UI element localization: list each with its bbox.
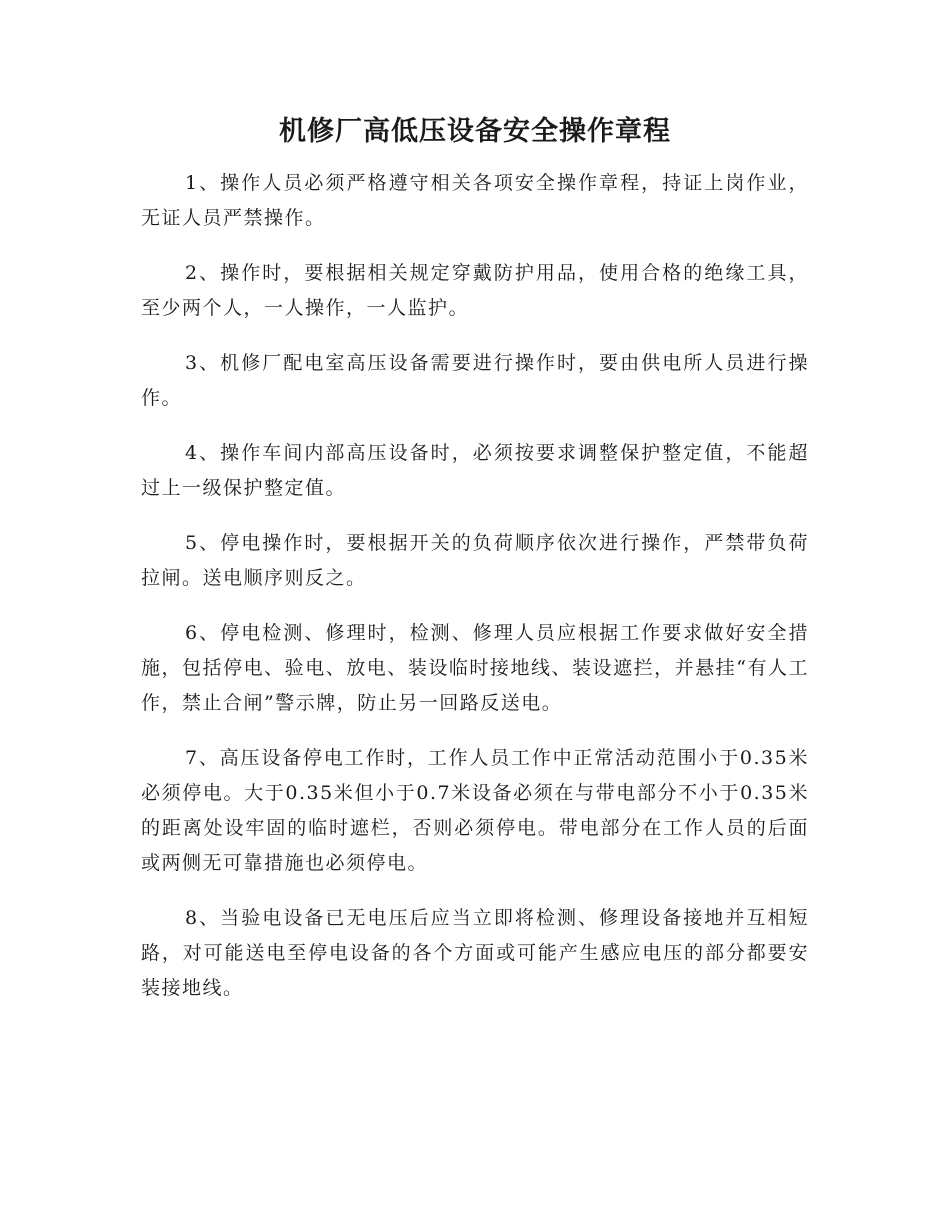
paragraph-8: 8、当验电设备已无电压后应当立即将检测、修理设备接地并互相短路，对可能送电至停电设备的各个方面或可能产生感应电压的部分都要安装接地线。 xyxy=(141,907,809,999)
document-body xyxy=(141,166,809,1026)
paragraph-7: 7、高压设备停电工作时，工作人员工作中正常活动范围小于0.35米必须停电。大于0.35米但小于0.7米设备必须在与带电部分不小于0.35米的距离处设牢固的临时遮栏，否则必须停电。带电部分在工作人员的后面或两侧无可靠措施也必须停电。 xyxy=(141,747,809,874)
paragraph-6: 6、停电检测、修理时，检测、修理人员应根据工作要求做好安全措施，包括停电、验电、放电、装设临时接地线、装设遮拦，并悬挂“有人工作，禁止合闸”警示牌，防止另一回路反送电。 xyxy=(141,622,809,714)
paragraph-3: 3、机修厂配电室高压设备需要进行操作时，要由供电所人员进行操作。 xyxy=(141,352,809,409)
document-title: 机修厂高低压设备安全操作章程 xyxy=(279,116,671,147)
paragraph-1: 1、操作人员必须严格遵守相关各项安全操作章程，持证上岗作业，无证人员严禁操作。 xyxy=(141,172,809,229)
paragraph-4: 4、操作车间内部高压设备时，必须按要求调整保护整定值，不能超过上一级保护整定值。 xyxy=(141,442,809,499)
paragraph-2: 2、操作时，要根据相关规定穿戴防护用品，使用合格的绝缘工具，至少两个人，一人操作，一人监护。 xyxy=(141,262,809,319)
paragraph-5: 5、停电操作时，要根据开关的负荷顺序依次进行操作，严禁带负荷拉闸。送电顺序则反之。 xyxy=(141,532,809,589)
